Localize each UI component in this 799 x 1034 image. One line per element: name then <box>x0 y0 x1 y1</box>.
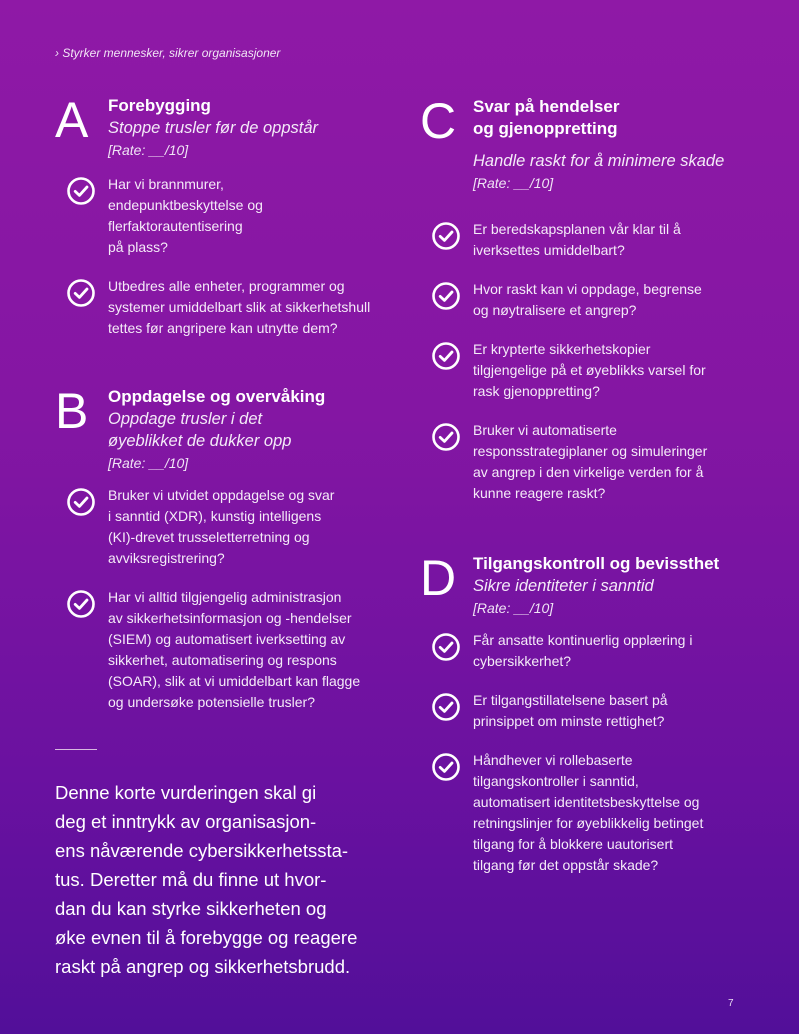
section-subtitle: Sikre identiteter i sanntid <box>473 577 654 595</box>
checklist-item-text: Bruker vi utvidet oppdagelse og svar i sanntid (XDR), kunstig intelligens (KI)-drevet trusseletterretning og avviksregistrering? <box>108 487 335 566</box>
checklist-item <box>108 485 395 569</box>
check-circle-icon <box>431 221 461 251</box>
section-subtitle: Stoppe trusler før de oppstår <box>108 119 319 137</box>
check-circle-icon <box>431 752 461 782</box>
section-letter: B <box>55 383 88 439</box>
section-rate: [Rate: __/10] <box>108 455 189 471</box>
breadcrumb: › Styrker mennesker, sikrer organisasjoner <box>55 46 281 60</box>
checklist-item <box>108 276 395 339</box>
section-letter: D <box>420 550 456 606</box>
checklist-item <box>473 219 760 261</box>
checklist-item-text: Har vi brannmurer, endepunktbeskyttelse og flerfaktorautentisering på plass? <box>108 176 263 255</box>
summary-text: Denne korte vurderingen skal gi deg et inntrykk av organisasjon- ens nåværende cybersikkerhetssta- tus. Deretter må du finne ut hvor- dan du kan styrke sikkerheten og øke evnen til å forebygge og reagere raskt på angrep og sikkerhetsbrudd. <box>55 782 358 977</box>
checklist-item <box>473 339 760 402</box>
check-circle-icon <box>66 176 96 206</box>
checklist-item-text: Har vi alltid tilgjengelig administrasjon av sikkerhetsinformasjon og -hendelser (SIEM) og automatisert iverksetting av sikkerhet, automatisering og respons (SOAR), slik at vi umiddelbart kan flagge og undersøke potensielle trusler? <box>108 589 361 710</box>
section-title: Oppdagelse og overvåking <box>108 387 326 406</box>
check-circle-icon <box>431 422 461 452</box>
section-subtitle: Handle raskt for å minimere skade <box>473 152 725 170</box>
checklist-item <box>473 750 760 876</box>
check-circle-icon <box>66 589 96 619</box>
section-rate: [Rate: __/10] <box>108 142 189 158</box>
checklist-item-text: Er krypterte sikkerhetskopier tilgjengelige på et øyeblikks varsel for rask gjenoppretting? <box>473 341 706 399</box>
checklist-item-text: Hvor raskt kan vi oppdage, begrense og nøytralisere et angrep? <box>473 281 702 318</box>
checklist-item <box>108 587 395 713</box>
section-letter: A <box>55 92 88 148</box>
section-d <box>420 550 760 876</box>
checklist-item-text: Er tilgangstillatelsene basert på prinsippet om minste rettighet? <box>473 692 668 729</box>
check-circle-icon <box>431 632 461 662</box>
checklist-item <box>473 630 760 672</box>
check-circle-icon <box>431 281 461 311</box>
section-letter: C <box>420 93 456 149</box>
checklist-item-text: Bruker vi automatiserte responsstrategiplaner og simuleringer av angrep i den virkelige verden for å kunne reagere raskt? <box>473 422 708 501</box>
section-body <box>473 553 760 876</box>
checklist-item <box>108 174 395 258</box>
section-subtitle: Oppdage trusler i det øyeblikket de dukker opp <box>108 410 292 450</box>
check-circle-icon <box>431 341 461 371</box>
check-circle-icon <box>66 278 96 308</box>
section-title: Svar på hendelser og gjenoppretting <box>473 97 620 138</box>
section-a <box>55 92 395 339</box>
page-number: 7 <box>728 998 734 1009</box>
section-rate: [Rate: __/10] <box>473 175 554 191</box>
checklist-item-text: Håndhever vi rollebaserte tilgangskontroller i sanntid, automatisert identitetsbeskyttelse og retningslinjer for øyeblikkelig betinget tilgang for å blokkere uautorisert tilgang før det oppstår skade? <box>473 752 704 873</box>
section-b <box>55 383 395 713</box>
section-title: Tilgangskontroll og bevissthet <box>473 554 720 573</box>
check-circle-icon <box>431 692 461 722</box>
checklist-item-text: Utbedres alle enheter, programmer og systemer umiddelbart slik at sikkerhetshull tettes før angripere kan utnytte dem? <box>108 278 371 336</box>
checklist-item <box>473 420 760 504</box>
divider <box>55 749 97 750</box>
section-rate: [Rate: __/10] <box>473 600 554 616</box>
section-c <box>420 93 760 504</box>
section-body <box>108 95 395 339</box>
checklist-item <box>473 690 760 732</box>
section-title: Forebygging <box>108 96 211 115</box>
section-body <box>108 386 395 713</box>
section-body <box>473 96 760 504</box>
checklist-item <box>473 279 760 321</box>
check-circle-icon <box>66 487 96 517</box>
checklist-item-text: Er beredskapsplanen vår klar til å iverksettes umiddelbart? <box>473 221 681 258</box>
checklist-item-text: Får ansatte kontinuerlig opplæring i cybersikkerhet? <box>473 632 693 669</box>
